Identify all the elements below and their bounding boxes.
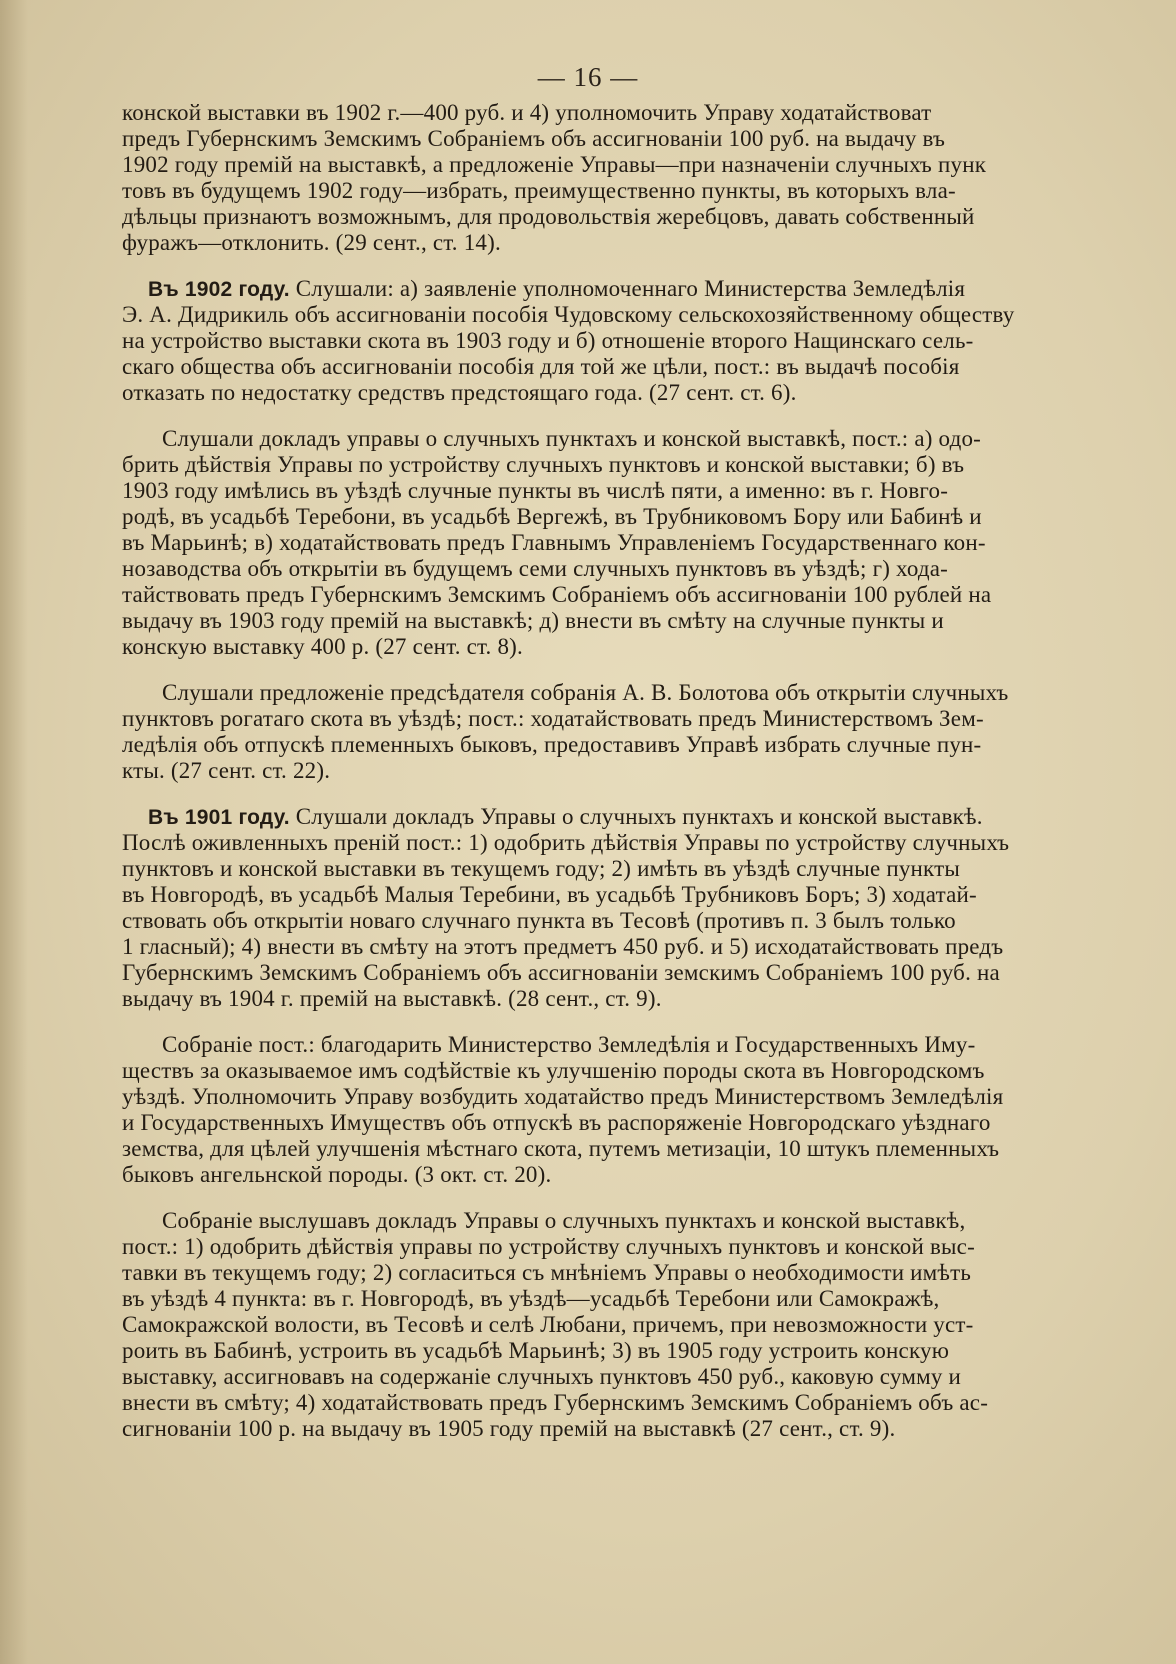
line-text: 1902 году премій на выставкѣ, а предложеніе Управы—при назначеніи случныхъ пунк: [122, 152, 987, 177]
line-text: и Государственныхъ Имуществъ объ отпускѣ въ распоряженіе Новгородскаго уѣзднаго: [122, 1110, 991, 1135]
line-text: конскую выставку 400 р. (27 сент. ст. 8).: [122, 634, 523, 659]
text-line: [122, 1260, 1176, 1286]
text-line: [122, 204, 1176, 230]
text-line: [122, 634, 1176, 660]
text-line: [122, 1338, 1176, 1364]
line-text: на устройство выставки скота въ 1903 году и б) отношеніе второго Нащинскаго сель-: [122, 328, 974, 353]
line-text: Слушали предложеніе предсѣдателя собранія А. В. Болотова объ открытіи случныхъ: [162, 680, 1009, 705]
line-text: товъ въ будущемъ 1902 году—избрать, преимущественно пункты, въ которыхъ вла-: [122, 178, 956, 203]
text-line: [122, 328, 1176, 354]
paragraph-gap: [122, 660, 1176, 680]
line-text: пунктовъ рогатаго скота въ уѣздѣ; пост.: ходатайствовать предъ Министерствомъ Зем-: [122, 706, 984, 731]
paragraph-gap: [122, 1188, 1176, 1208]
line-text: конской выставки въ 1902 г.—400 руб. и 4) уполномочить Управу ходатайствоват: [122, 100, 932, 125]
paragraph-gap: [122, 256, 1176, 276]
text-line: [122, 856, 1176, 882]
document-body: [122, 100, 1176, 1442]
text-line: [122, 1416, 1176, 1442]
page-number: — 16 —: [537, 62, 639, 92]
line-text: уѣздѣ. Уполномочить Управу возбудить ходатайство предъ Министерствомъ Земледѣлія: [122, 1084, 1004, 1109]
line-text: пунктовъ и конской выставки въ текущемъ году; 2) имѣть въ уѣздѣ случные пункты: [122, 856, 961, 881]
text-line: [122, 908, 1176, 934]
text-line: [122, 1136, 1176, 1162]
text-line: [122, 1208, 1176, 1234]
line-text: Послѣ оживленныхъ преній пост.: 1) одобрить дѣйствія Управы по устройству случныхъ: [122, 830, 1010, 855]
text-line: [122, 100, 1176, 126]
line-text: ществъ за оказываемое имъ содѣйствіе къ улучшенію породы скота въ Новгородскомъ: [122, 1058, 985, 1083]
paragraph: [122, 100, 1176, 256]
line-text: выдачу въ 1903 году премій на выставкѣ; д) внести въ смѣту на случные пункты и: [122, 608, 944, 633]
text-line: [122, 804, 1176, 830]
text-line: [122, 1162, 1176, 1188]
year-heading: Въ 1902 году.: [148, 278, 290, 301]
line-text: отказать по недостатку средствъ предстоящаго года. (27 сент. ст. 6).: [122, 380, 797, 405]
text-line: [122, 986, 1176, 1012]
line-text: Слушали: а) заявленіе уполномоченнаго Министерства Земледѣлія: [295, 276, 966, 301]
text-line: [122, 1390, 1176, 1416]
paragraph: [122, 804, 1176, 1012]
text-line: [122, 478, 1176, 504]
line-text: нозаводства объ открытіи въ будущемъ семи случныхъ пунктовъ въ уѣздѣ; г) хода-: [122, 556, 949, 581]
text-line: [122, 758, 1176, 784]
paragraph: [122, 1032, 1176, 1188]
line-text: Слушали докладъ Управы о случныхъ пунктахъ и конской выставкѣ.: [295, 804, 983, 829]
line-text: быковъ ангельнской породы. (3 окт. ст. 20).: [122, 1162, 552, 1187]
text-line: [122, 504, 1176, 530]
line-text: кты. (27 сент. ст. 22).: [122, 758, 331, 783]
line-text: Собраніе выслушавъ докладъ Управы о случныхъ пунктахъ и конской выставкѣ,: [162, 1208, 966, 1233]
text-line: [122, 960, 1176, 986]
line-text: 1 гласный); 4) внести въ смѣту на этотъ предметъ 450 руб. и 5) исходатайствовать предъ: [122, 934, 1004, 959]
line-text: Самокражской волости, въ Тесовѣ и селѣ Любани, причемъ, при невозможности уст-: [122, 1312, 974, 1337]
text-line: [122, 1234, 1176, 1260]
text-line: [122, 530, 1176, 556]
line-text: ствовать объ открытіи новаго случнаго пункта въ Тесовѣ (противъ п. 3 былъ только: [122, 908, 956, 933]
line-text: скаго общества объ ассигнованіи пособія для той же цѣли, пост.: въ выдачѣ пособія: [122, 354, 960, 379]
text-line: [122, 426, 1176, 452]
text-line: [122, 178, 1176, 204]
line-text: 1903 году имѣлись въ уѣздѣ случные пункты въ числѣ пяти, а именно: въ г. Новго-: [122, 478, 949, 503]
paragraph-gap: [122, 1012, 1176, 1032]
text-line: [122, 582, 1176, 608]
text-line: [122, 1286, 1176, 1312]
page-edge-shadow: [0, 0, 28, 1664]
line-text: внести въ смѣту; 4) ходатайствовать предъ Губернскимъ Земскимъ Собраніемъ объ ас-: [122, 1390, 989, 1415]
paragraph-gap: [122, 406, 1176, 426]
text-line: [122, 934, 1176, 960]
text-line: [122, 556, 1176, 582]
text-line: [122, 1364, 1176, 1390]
text-line: [122, 706, 1176, 732]
line-text: ледѣлія объ отпускѣ племенныхъ быковъ, предоставивъ Управѣ избрать случные пун-: [122, 732, 982, 757]
text-line: [122, 680, 1176, 706]
paragraph: [122, 426, 1176, 660]
line-text: Губернскимъ Земскимъ Собраніемъ объ ассигнованіи земскимъ Собраніемъ 100 руб. на: [122, 960, 1000, 985]
paragraph: [122, 680, 1176, 784]
text-line: [122, 152, 1176, 178]
line-text: дѣльцы признаютъ возможнымъ, для продовольствія жеребцовъ, давать собственный: [122, 204, 975, 229]
line-text: въ уѣздѣ 4 пункта: въ г. Новгородѣ, въ уѣздѣ—усадьбѣ Теребони или Самокражѣ,: [122, 1286, 940, 1311]
text-line: [122, 1058, 1176, 1084]
line-text: сигнованіи 100 р. на выдачу въ 1905 году премій на выставкѣ (27 сент., ст. 9).: [122, 1416, 896, 1441]
line-text: Собраніе пост.: благодарить Министерство Земледѣлія и Государственныхъ Иму-: [162, 1032, 976, 1057]
line-text: предъ Губернскимъ Земскимъ Собраніемъ объ ассигнованіи 100 руб. на выдачу въ: [122, 126, 946, 151]
text-line: [122, 380, 1176, 406]
line-text: выдачу въ 1904 г. премій на выставкѣ. (28 сент., ст. 9).: [122, 986, 662, 1011]
text-line: [122, 230, 1176, 256]
text-line: [122, 608, 1176, 634]
text-line: [122, 354, 1176, 380]
line-text: Э. А. Дидрикиль объ ассигнованіи пособія Чудовскому сельскохозяйственному обществу: [122, 302, 1015, 327]
text-line: [122, 276, 1176, 302]
line-text: Слушали докладъ управы о случныхъ пунктахъ и конской выставкѣ, пост.: а) одо-: [162, 426, 982, 451]
line-text: въ Марьинѣ; в) ходатайствовать предъ Главнымъ Управленіемъ Государственнаго кон-: [122, 530, 986, 555]
line-text: фуражъ—отклонить. (29 сент., ст. 14).: [122, 230, 501, 255]
line-text: брить дѣйствія Управы по устройству случныхъ пунктовъ и конской выставки; б) въ: [122, 452, 965, 477]
text-line: [122, 126, 1176, 152]
text-line: [122, 452, 1176, 478]
text-line: [122, 1032, 1176, 1058]
text-line: [122, 1110, 1176, 1136]
text-line: [122, 1312, 1176, 1338]
text-line: [122, 1084, 1176, 1110]
line-text: роить въ Бабинѣ, устроить въ усадьбѣ Марьинѣ; 3) въ 1905 году устроить конскую: [122, 1338, 950, 1363]
line-text: пост.: 1) одобрить дѣйствія управы по устройству случныхъ пунктовъ и конской выс-: [122, 1234, 975, 1259]
text-line: [122, 830, 1176, 856]
paragraph: [122, 276, 1176, 406]
line-text: тавки въ текущемъ году; 2) согласиться съ мнѣніемъ Управы о необходимости имѣть: [122, 1260, 972, 1285]
text-line: [122, 732, 1176, 758]
line-text: тайствовать предъ Губернскимъ Земскимъ Собраніемъ объ ассигнованіи 100 рублей на: [122, 582, 992, 607]
year-heading: Въ 1901 году.: [148, 806, 290, 829]
line-text: родѣ, въ усадьбѣ Теребони, въ усадьбѣ Вергежѣ, въ Трубниковомъ Бору или Бабинѣ и: [122, 504, 982, 529]
text-line: [122, 882, 1176, 908]
line-text: въ Новгородѣ, въ усадьбѣ Малыя Теребини, въ усадьбѣ Трубниковъ Боръ; 3) ходатай-: [122, 882, 977, 907]
text-line: [122, 302, 1176, 328]
paragraph-gap: [122, 784, 1176, 804]
line-text: земства, для цѣлей улучшенія мѣстнаго скота, путемъ метизаціи, 10 штукъ племенныхъ: [122, 1136, 1000, 1161]
paragraph: [122, 1208, 1176, 1442]
line-text: выставку, ассигновавъ на содержаніе случныхъ пунктовъ 450 руб., каковую сумму и: [122, 1364, 961, 1389]
